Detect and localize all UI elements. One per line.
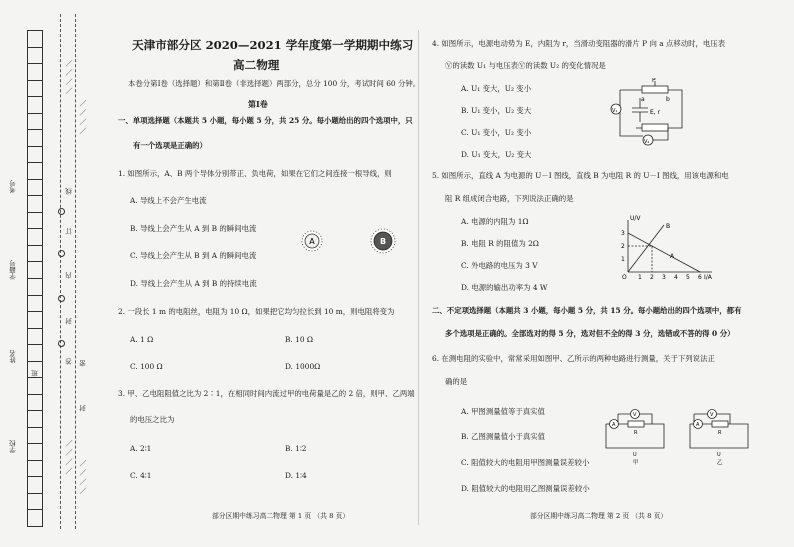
q3-option-b: B. 1∶2 [285, 444, 307, 453]
q3-stem: 3. 甲、乙电阻阻值之比为 2∶1，在相同时间内流过甲的电荷量是乙的 2 倍，则甲、乙两端 [118, 389, 415, 398]
graph-xtick: 1 [638, 274, 642, 280]
q2-option-d: D. 1000Ω [285, 362, 321, 371]
graph-xlabel: I/A [704, 274, 712, 280]
circuit-wire [620, 90, 638, 136]
q1-option-c: C. 导线上会产生从 B 到 A 的瞬间电流 [130, 251, 257, 260]
circuit-yi-v-label: V [710, 412, 714, 418]
graph-line-a-label: A [670, 253, 675, 260]
circuit-yi-u-label: U [717, 452, 721, 458]
graph-line-b [628, 225, 664, 272]
q6-circuits-figure [598, 404, 758, 466]
label-er: E, r [650, 109, 661, 116]
seal-slashes: ／ ／ ／ ／ [79, 460, 87, 495]
q5-option-c: C. 外电路的电压为 3 V [461, 261, 538, 270]
seal-word-da: 答 [65, 358, 73, 365]
circuit-jia-r-label: R [634, 430, 638, 436]
label-name: 姓名 [9, 350, 17, 363]
graph-line-b-label: B [666, 223, 671, 230]
seal-line-2 [75, 14, 76, 529]
exam-subject: 高二物理 [233, 58, 280, 72]
sphere-a-label: A [309, 237, 315, 246]
resistor [642, 124, 668, 131]
label-a: a [641, 96, 645, 103]
q4-stem: 4. 如图所示，电源电动势为 E，内阻为 r，当滑动变阻器的滑片 P 向 a 点移动时，电压表 [432, 39, 726, 48]
section2-heading-cont: 多个选项是正确的。全部选对的得 5 分，选对但不全的得 3 分，选错或不答的得 0 分） [445, 329, 735, 338]
graph-ylabel: U/V [630, 215, 641, 222]
q5-stem-cont: 阻 R 组成闭合电路，下列说法正确的是 [445, 194, 574, 203]
q1-stem: 1. 如图所示，A、B 两个导体分别带正、负电荷，如果在它们之间连接一根导线，则 [118, 169, 392, 178]
binding-margin [0, 0, 110, 547]
seal-slashes: ／ ／ ／ ／ [79, 100, 87, 135]
label-v1: V₁ [612, 108, 618, 114]
label-b: b [666, 96, 670, 103]
seal-word-feng-2: 封 [79, 405, 87, 412]
circuit-jia-resistor [628, 421, 644, 427]
q3-option-c: C. 4∶1 [130, 471, 152, 480]
seal-circle [58, 340, 65, 347]
circuit-yi-resistor [712, 421, 728, 427]
q6-option-d: D. 阻值较大的电阻用乙图测量误差较小 [461, 484, 590, 493]
q2-option-b: B. 10 Ω [285, 335, 314, 344]
q5-stem: 5. 如图所示，直线 A 为电源的 U－I 图线，直线 B 为电阻 R 的 U－I 图线，用该电源和电 [432, 171, 729, 180]
section1-heading: 一、单项选择题（本题共 5 小题，每小题 5 分，共 25 分。每小题给出的四个选项中，只 [118, 116, 413, 125]
q1-option-a: A. 导线上不会产生电流 [130, 196, 207, 205]
graph-ytick: 1 [621, 256, 625, 263]
graph-xtick: 4 [674, 274, 678, 280]
seal-line-1 [60, 14, 61, 529]
q3-option-d: D. 1∶4 [285, 471, 307, 480]
circuit-yi-r-label: R [718, 430, 722, 436]
circuit-jia-caption: 甲 [633, 460, 639, 466]
seal-circle [58, 250, 65, 257]
q6-stem: 6. 在测电阻的实验中，常常采用如图甲、乙所示的两种电路进行测量，关于下列说法正 [432, 354, 715, 363]
q4-option-b: B. U₁ 变小，U₂ 变大 [461, 106, 532, 115]
circuit-jia-u-label: U [633, 452, 637, 458]
graph-ytick: 2 [621, 243, 625, 250]
q4-option-a: A. U₁ 变大，U₂ 变小 [461, 84, 532, 93]
graph-xtick: 2 [650, 274, 654, 280]
section1-heading-cont: 有一个选项是正确的） [133, 141, 207, 150]
q6-option-b: B. 乙图测量值小于真实值 [461, 432, 546, 441]
graph-xtick: 5 [686, 274, 690, 280]
q6-option-a: A. 甲图测量值等于真实值 [461, 407, 545, 416]
graph-xtick: 6 [698, 274, 702, 280]
q3-option-a: A. 2∶1 [130, 444, 152, 453]
q1-option-b: B. 导线上会产生从 A 到 B 的瞬间电流 [130, 224, 257, 233]
label-school: 学校 [9, 440, 17, 453]
circuit-jia-a-label: A [612, 422, 616, 428]
graph-xtick: 3 [662, 274, 666, 280]
label-p: P [652, 78, 656, 84]
circuit-jia-v-label: V [633, 412, 637, 418]
q6-option-c: C. 阻值较大的电阻用甲图测量误差较小 [461, 458, 590, 467]
seal-circle [58, 295, 65, 302]
graph-intersection-guide [628, 246, 652, 272]
column-divider [418, 30, 419, 525]
exam-title: 天津市部分区 2020—2021 学年度第一学期期中练习 [132, 38, 414, 52]
seal-word-mi: 密 [79, 360, 87, 367]
seal-word-ding: 订 [65, 228, 73, 235]
page1-footer: 部分区期中练习高二物理 第 1 页 （共 8 页） [212, 512, 350, 520]
exam-intro: 本卷分第Ⅰ卷（选择题）和第Ⅱ卷（非选择题）两部分，总分 100 分，考试时间 60 分钟。 [128, 79, 421, 88]
rheostat [642, 86, 668, 93]
circuit-yi-caption: 乙 [717, 460, 723, 466]
page2-footer: 部分区期中练习高二物理 第 2 页 （共 8 页） [530, 512, 668, 520]
seal-word-nei: 内 [65, 272, 73, 279]
section2-heading: 二、不定项选择题（本题共 3 小题，每小题 5 分，共 15 分。每小题给出的四个选项中，都有 [432, 306, 742, 315]
q2-option-c: C. 100 Ω [130, 362, 163, 371]
q1-option-d: D. 导线上会产生从 A 到 B 的持续电流 [130, 279, 257, 288]
circuit-yi-a-label: A [696, 422, 700, 428]
graph-ytick: 3 [621, 230, 625, 237]
q5-option-a: A. 电源的内阻为 1Ω [461, 217, 529, 226]
volume-label: 第Ⅰ卷 [248, 99, 268, 109]
label-exam-no: 考号 [9, 180, 17, 193]
label-student-id: 学籍号 [9, 260, 17, 280]
label-class: 班 [31, 370, 39, 377]
q2-stem: 2. 一段长 1 m 的电阻丝，电阻为 10 Ω，如果把它均匀拉长到 10 m，则电阻将变为 [118, 307, 395, 316]
q2-option-a: A. 1 Ω [130, 335, 154, 344]
label-v2: V₂ [644, 139, 650, 145]
q4-option-d: D. U₁ 变大，U₂ 变大 [461, 150, 532, 159]
seal-word-feng: 封 [65, 318, 73, 325]
q4-circuit-figure [608, 78, 693, 150]
seal-slashes: ／ ／ ／ ／ [65, 440, 73, 475]
q3-stem-cont: 的电压之比为 [130, 415, 175, 424]
exam-number-grid [27, 30, 43, 527]
sphere-b-label: B [379, 237, 387, 246]
q4-option-c: C. U₁ 变小，U₂ 变小 [461, 128, 532, 137]
q5-ui-graph [618, 214, 718, 280]
graph-line-a [628, 233, 700, 272]
seal-word-line: 线 [65, 188, 73, 195]
graph-xtick: O [622, 274, 627, 280]
seal-circle [58, 208, 65, 215]
seal-slashes: ／ ／ ／ ／ [65, 60, 73, 95]
q5-option-b: B. 电阻 R 的阻值为 2Ω [461, 239, 539, 248]
q4-stem-cont: Ⓥ的读数 U₁ 与电压表Ⓥ的读数 U₂ 的变化情况是 [445, 61, 606, 70]
q1-spheres-figure [290, 222, 405, 260]
q5-option-d: D. 电源的输出功率为 4 W [461, 283, 548, 292]
q6-stem-cont: 确的是 [445, 377, 468, 386]
